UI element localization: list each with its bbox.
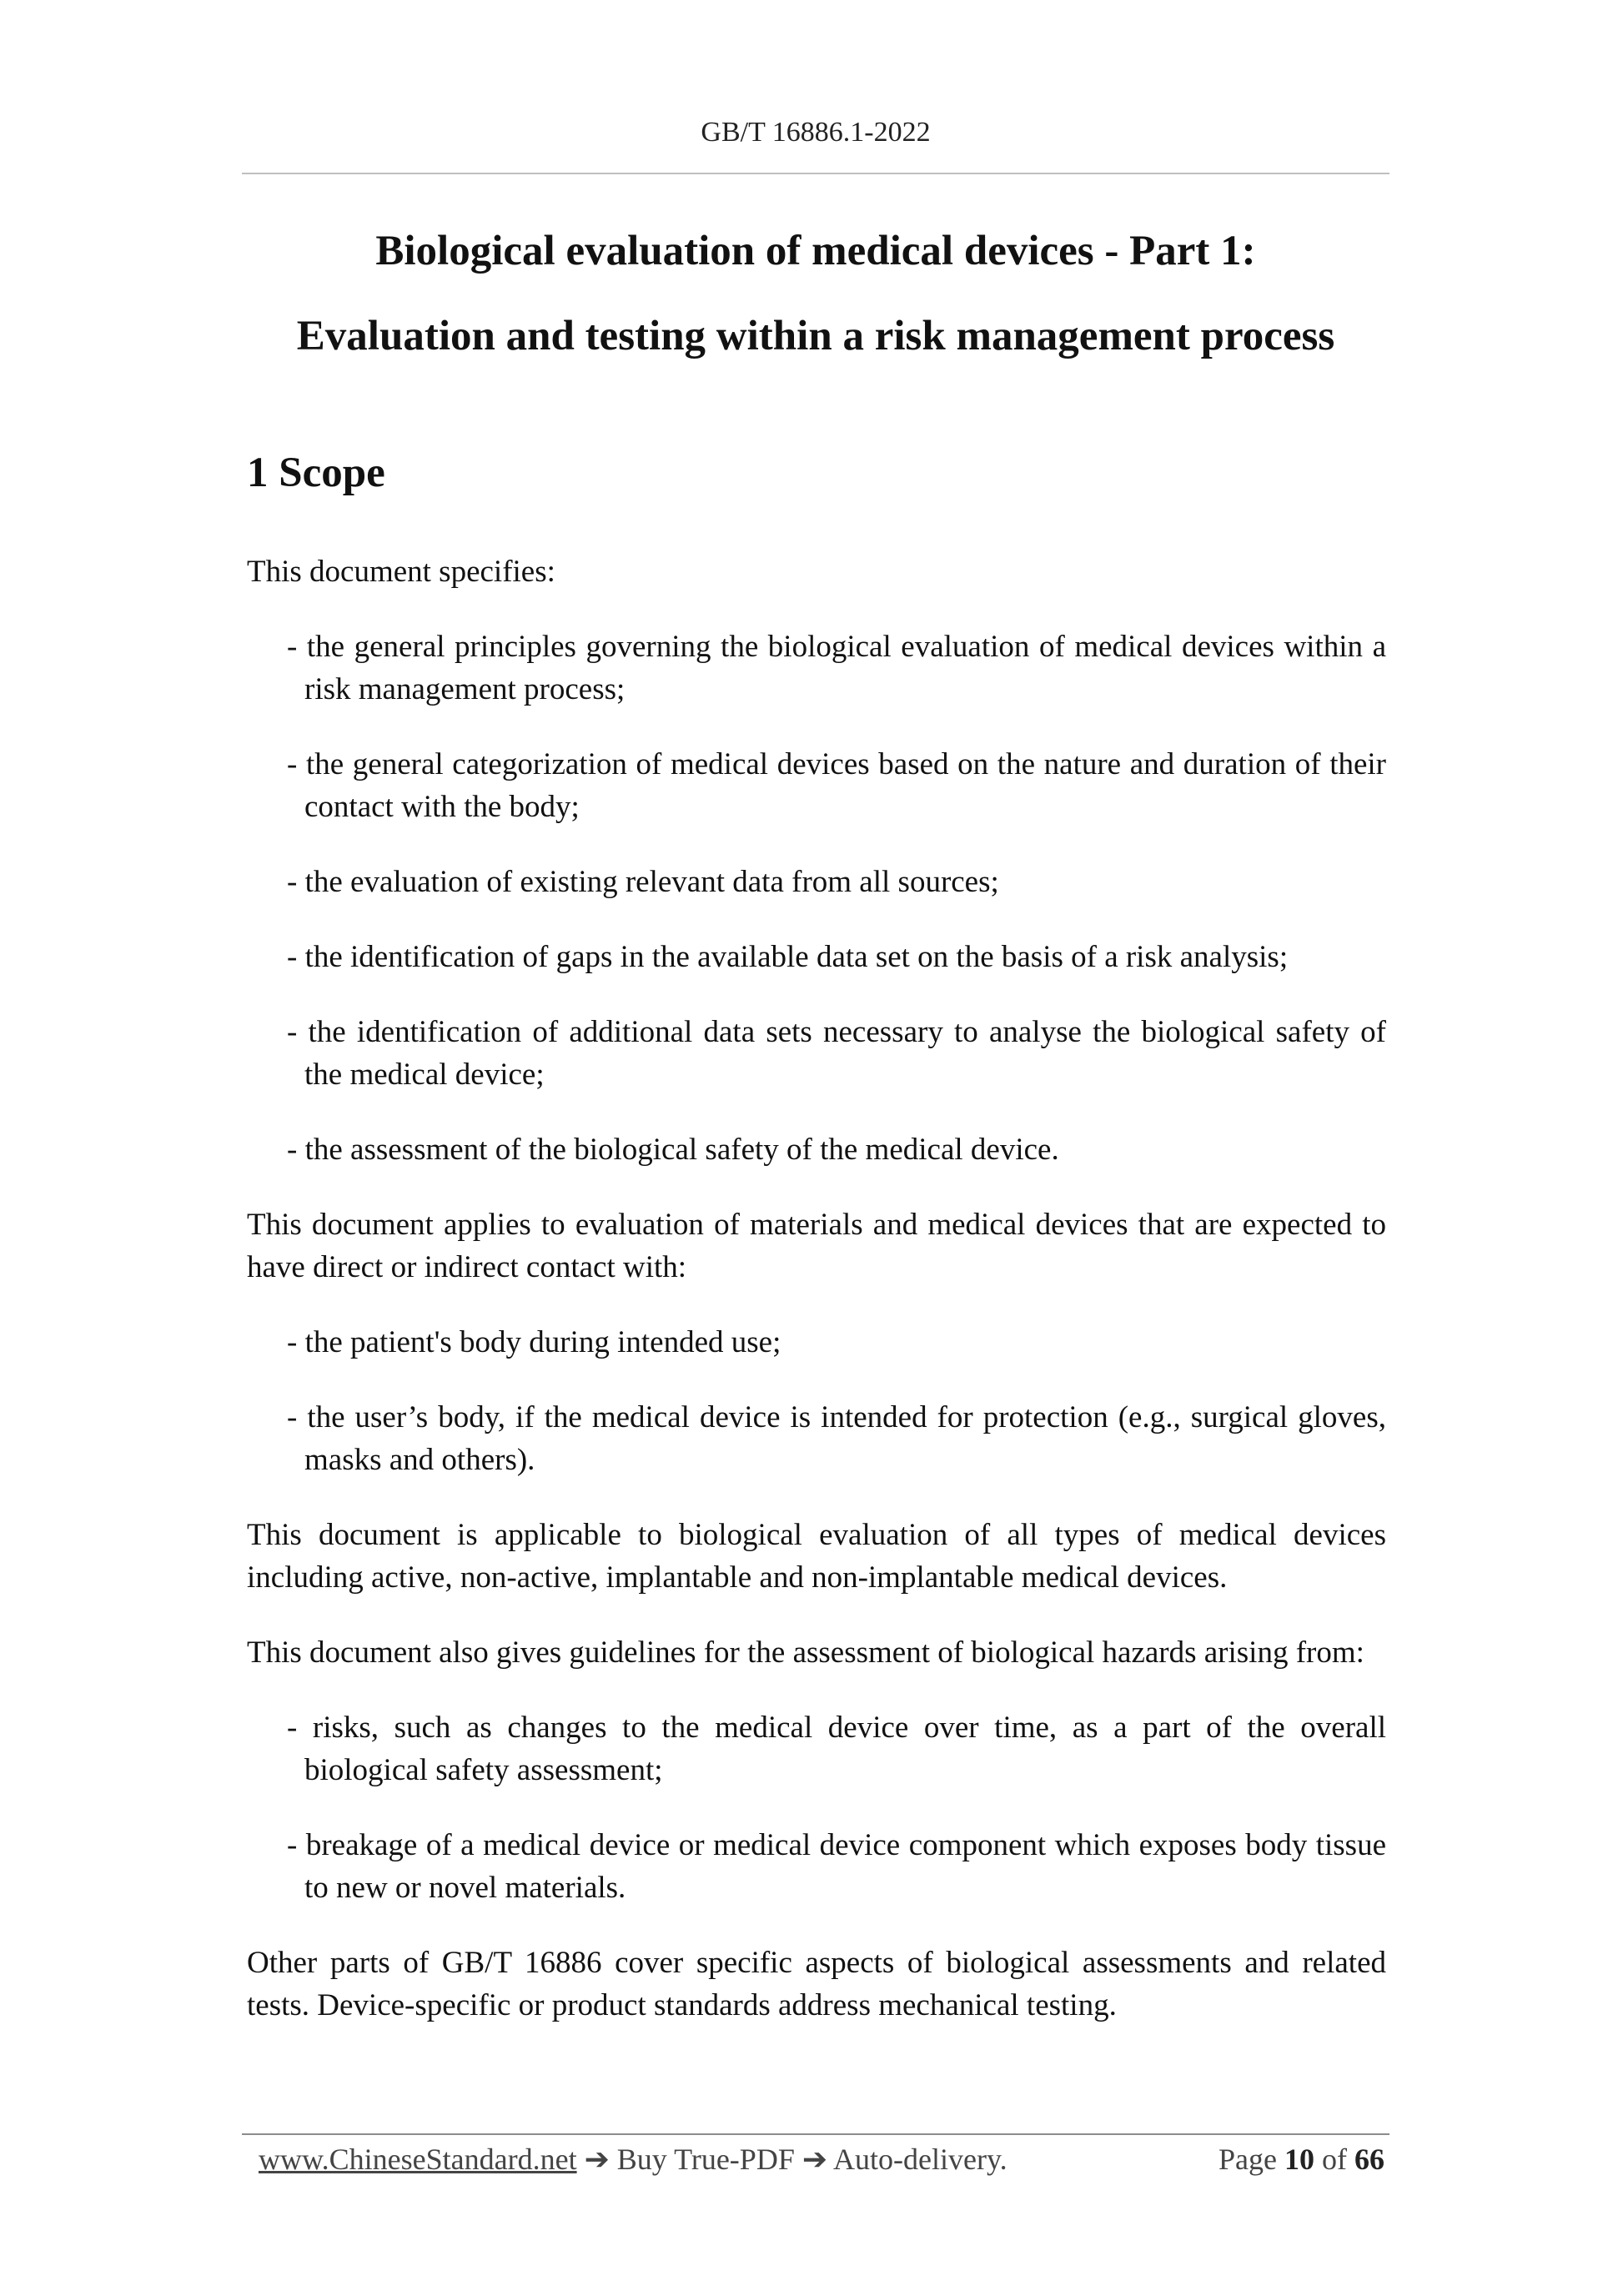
list-item: - the evaluation of existing relevant data from all sources;	[287, 865, 999, 899]
page-label: Page	[1219, 2143, 1277, 2176]
footer-divider	[242, 2133, 1389, 2135]
list-item: - the identification of additional data sets necessary to analyse the biological safety of the medical device;	[287, 1015, 1386, 1092]
footer-promo	[259, 2142, 1007, 2177]
section-heading-scope: 1 Scope	[247, 450, 385, 496]
page-footer	[259, 2142, 1384, 2177]
page-of: of	[1322, 2143, 1347, 2176]
list-item: - breakage of a medical device or medical device component which exposes body tissue to new or novel materials.	[287, 1828, 1386, 1905]
document-id-header: GB/T 16886.1-2022	[701, 117, 931, 148]
list-item: - the user’s body, if the medical device is intended for protection (e.g., surgical gloves, masks and others).	[287, 1400, 1386, 1477]
applicable-paragraph: This document is applicable to biological evaluation of all types of medical devices including active, non-active, implantable and non-implantable medical devices.	[247, 1518, 1386, 1595]
list-item: - the patient's body during intended use;	[287, 1325, 781, 1359]
title-line-2: Evaluation and testing within a risk management process	[296, 313, 1335, 359]
guidelines-paragraph: This document also gives guidelines for the assessment of biological hazards arising from:	[247, 1635, 1364, 1670]
list-item: - the identification of gaps in the available data set on the basis of a risk analysis;	[287, 940, 1289, 974]
page-number	[1219, 2142, 1384, 2177]
list-item: - risks, such as changes to the medical device over time, as a part of the overall biological safety assessment;	[287, 1711, 1386, 1787]
page-current: 10	[1284, 2143, 1314, 2176]
applies-paragraph: This document applies to evaluation of materials and medical devices that are expected to have direct or indirect contact with:	[247, 1208, 1386, 1284]
list-item: - the assessment of the biological safety of the medical device.	[287, 1133, 1059, 1167]
other-parts-paragraph: Other parts of GB/T 16886 cover specific aspects of biological assessments and related tests. Device-specific or product standards address mechanical testing.	[247, 1946, 1386, 2022]
header-divider	[242, 173, 1389, 174]
footer-promo-text: ➔ Buy True-PDF ➔ Auto-delivery.	[576, 2143, 1007, 2176]
intro-paragraph: This document specifies:	[247, 555, 555, 589]
list-item: - the general principles governing the biological evaluation of medical devices within a risk management process;	[287, 630, 1386, 706]
title-line-1: Biological evaluation of medical devices - Part 1:	[375, 228, 1256, 274]
document-title	[242, 208, 1389, 379]
page-total: 66	[1354, 2143, 1384, 2176]
list-item: - the general categorization of medical devices based on the nature and duration of their contact with the body;	[287, 747, 1386, 824]
scope-content	[247, 550, 1386, 2059]
website-link[interactable]: www.ChineseStandard.net	[259, 2143, 577, 2176]
